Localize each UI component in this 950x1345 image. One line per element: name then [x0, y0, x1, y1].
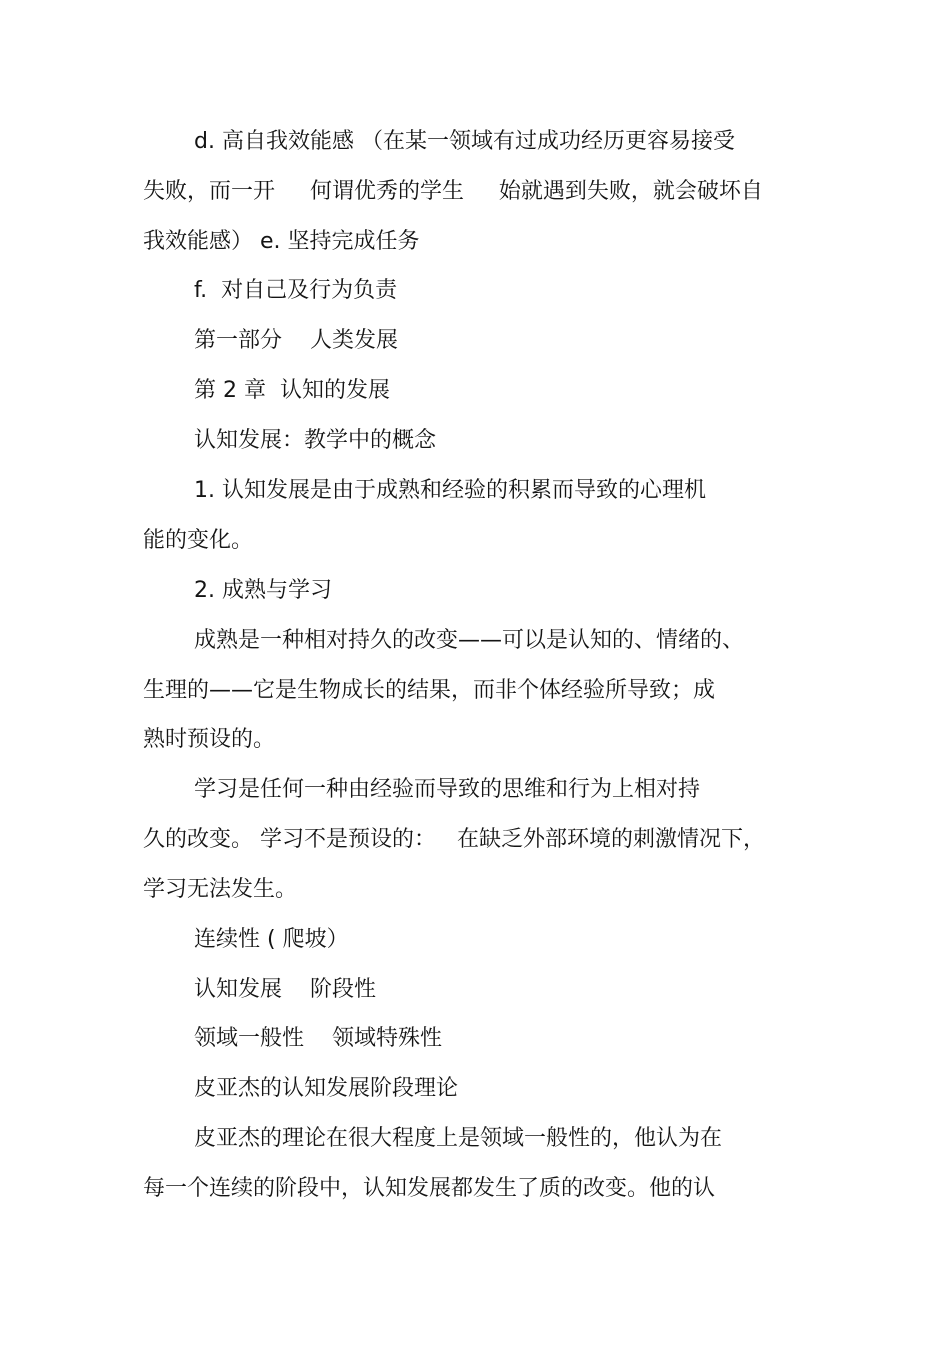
text-line-definition-cont: 能的变化。: [143, 528, 254, 553]
text-line-responsibility: f. 对自己及行为负责: [194, 278, 398, 303]
text-line-failure: 失败，而一开 何谓优秀的学生 始就遇到失败，就会破坏自: [143, 179, 763, 204]
text-line-continuity: 连续性 ( 爬坡）: [194, 927, 349, 952]
subheading-piaget: 皮亚杰的认知发展阶段理论: [194, 1076, 459, 1101]
text-line-domain: 领域一般性 领域特殊性: [194, 1026, 442, 1051]
text-line-definition: 1. 认知发展是由于成熟和经验的积累而导致的心理机: [194, 478, 706, 503]
text-line-maturation-2: 生理的——它是生物成长的结果，而非个体经验所导致；成: [143, 678, 716, 703]
text-line-stages: 认知发展 阶段性: [194, 977, 376, 1002]
text-line-learning-1: 学习是任何一种由经验而导致的思维和行为上相对持: [194, 777, 701, 802]
text-line-persist-task: 我效能感） e. 坚持完成任务: [143, 229, 420, 254]
subheading-maturation-learning: 2. 成熟与学习: [194, 578, 332, 603]
text-line-maturation-3: 熟时预设的。: [143, 727, 276, 752]
text-line-self-efficacy: d. 高自我效能感 （在某一领域有过成功经历更容易接受: [194, 129, 735, 154]
chapter-heading: 第 2 章 认知的发展: [194, 378, 390, 403]
part-heading: 第一部分 人类发展: [194, 328, 398, 353]
text-line-piaget-2: 每一个连续的阶段中，认知发展都发生了质的改变。他的认: [143, 1176, 716, 1201]
section-heading: 认知发展：教学中的概念: [194, 428, 437, 453]
text-line-learning-2: 久的改变。 学习不是预设的： 在缺乏外部环境的刺激情况下，: [143, 827, 765, 852]
text-line-piaget-1: 皮亚杰的理论在很大程度上是领域一般性的，他认为在: [194, 1126, 723, 1151]
text-line-learning-3: 学习无法发生。: [143, 877, 298, 902]
text-line-maturation-1: 成熟是一种相对持久的改变——可以是认知的、情绪的、: [194, 628, 745, 653]
